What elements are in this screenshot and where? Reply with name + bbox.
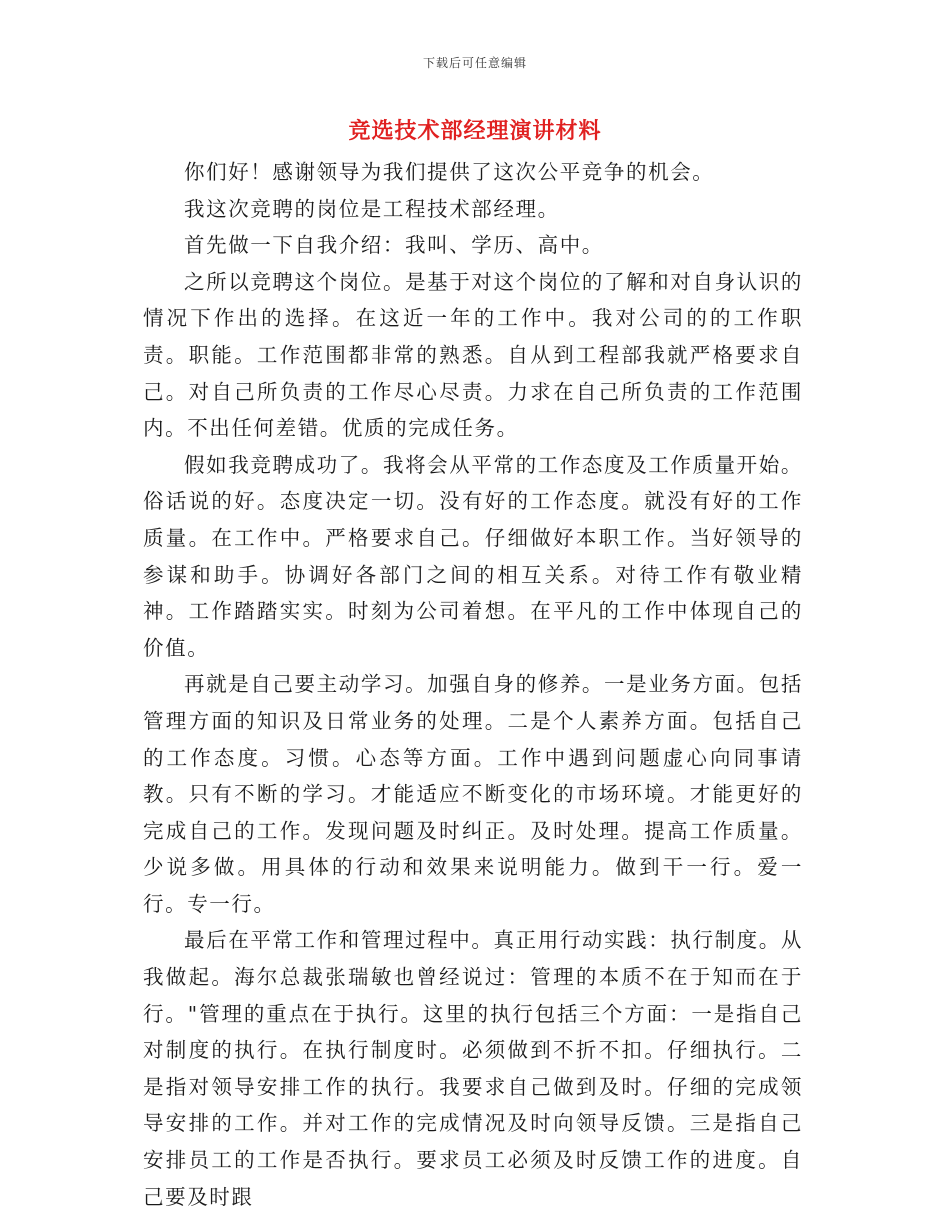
header-note: 下载后可任意编辑 xyxy=(422,56,527,70)
document-title: 竞选技术部经理演讲材料 xyxy=(348,118,602,144)
document-body xyxy=(143,154,803,1215)
paragraph-execution: 最后在平常工作和管理过程中。真正用行动实践：执行制度。从我做起。海尔总裁张瑞敏也曾经说过：管理的本质不在于知而在于行。"管理的重点在于执行。这里的执行包括三个方面：一是指自己对制度的执行。在执行制度时。必须做到不折不扣。仔细执行。二是指对领导安排工作的执行。我要求自己做到及时。仔细的完成领导安排的工作。并对工作的完成情况及时向领导反馈。三是指自己安排员工的工作是否执行。要求员工必须及时反馈工作的进度。自己要及时跟 xyxy=(143,928,803,1209)
paragraph-greeting: 你们好！感谢领导为我们提供了这次公平竞争的机会。 xyxy=(184,160,715,184)
paragraph-learning: 再就是自己要主动学习。加强自身的修养。一是业务方面。包括管理方面的知识及日常业务的处理。二是个人素养方面。包括自己的工作态度。习惯。心态等方面。工作中遇到问题虚心向同事请教。只有不断的学习。才能适应不断变化的市场环境。才能更好的完成自己的工作。发现问题及时纠正。及时处理。提高工作质量。少说多做。用具体的行动和效果来说明能力。做到干一行。爱一行。专一行。 xyxy=(143,672,803,916)
paragraph-position: 我这次竞聘的岗位是工程技术部经理。 xyxy=(184,196,560,221)
paragraph-introduction: 首先做一下自我介绍：我叫、学历、高中。 xyxy=(184,233,604,258)
paragraph-plan: 假如我竞聘成功了。我将会从平常的工作态度及工作质量开始。俗话说的好。态度决定一切。没有好的工作态度。就没有好的工作质量。在工作中。严格要求自己。仔细做好本职工作。当好领导的参谋和助手。协调好各部门之间的相互关系。对待工作有敬业精神。工作踏踏实实。时刻为公司着想。在平凡的工作中体现自己的价值。 xyxy=(143,452,803,660)
paragraph-reason: 之所以竞聘这个岗位。是基于对这个岗位的了解和对自身认识的情况下作出的选择。在这近一年的工作中。我对公司的的工作职责。职能。工作范围都非常的熟悉。自从到工程部我就严格要求自己。对自己所负责的工作尽心尽责。力求在自己所负责的工作范围内。不出任何差错。优质的完成任务。 xyxy=(143,269,803,441)
